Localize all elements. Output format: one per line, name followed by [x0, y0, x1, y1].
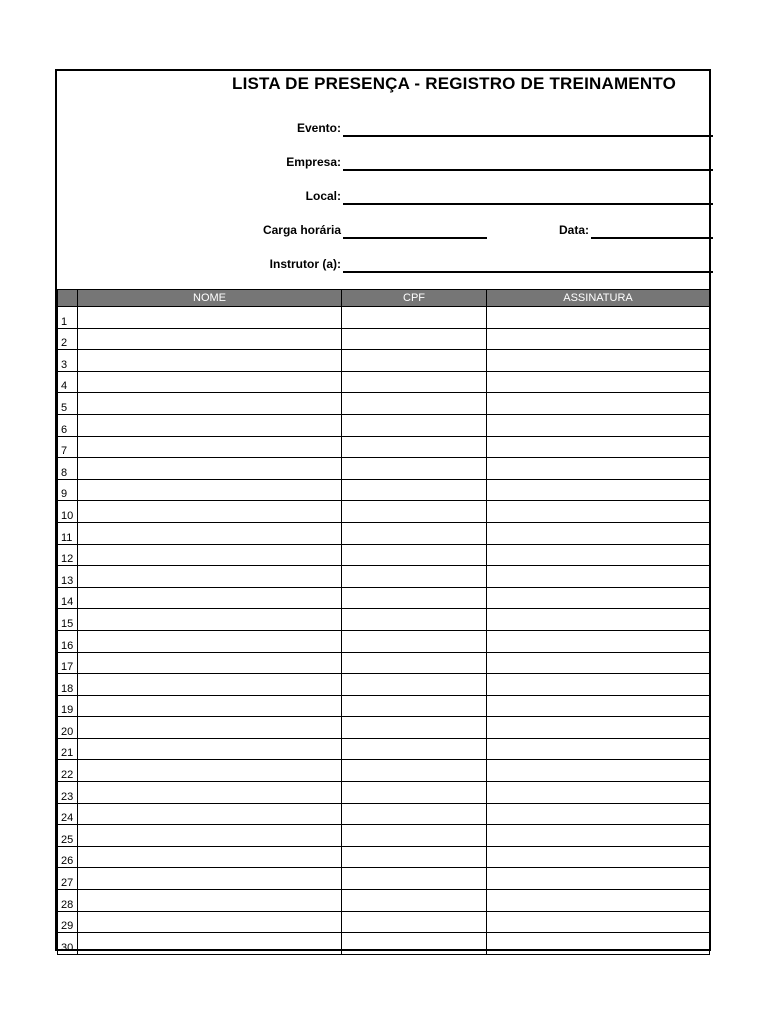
- assinatura-cell[interactable]: [487, 825, 710, 847]
- column-header-number: [58, 290, 78, 307]
- nome-cell[interactable]: [78, 782, 342, 804]
- assinatura-cell[interactable]: [487, 868, 710, 890]
- assinatura-cell[interactable]: [487, 674, 710, 696]
- nome-cell[interactable]: [78, 803, 342, 825]
- row-number: 15: [58, 609, 78, 631]
- nome-cell[interactable]: [78, 501, 342, 523]
- cpf-cell[interactable]: [342, 350, 487, 372]
- cpf-cell[interactable]: [342, 371, 487, 393]
- table-row: [58, 825, 710, 847]
- carga-horaria-label: Carga horária: [262, 223, 341, 237]
- table-row: [58, 393, 710, 415]
- evento-field[interactable]: [343, 135, 713, 137]
- nome-cell[interactable]: [78, 436, 342, 458]
- row-number: 8: [58, 458, 78, 480]
- table-row: [58, 803, 710, 825]
- table-row: [58, 695, 710, 717]
- empresa-label: Empresa:: [286, 155, 341, 169]
- row-number: 18: [58, 674, 78, 696]
- table-row: [58, 522, 710, 544]
- nome-cell[interactable]: [78, 587, 342, 609]
- cpf-cell[interactable]: [342, 868, 487, 890]
- row-number: 6: [58, 414, 78, 436]
- table-row: [58, 760, 710, 782]
- nome-cell[interactable]: [78, 825, 342, 847]
- nome-cell[interactable]: [78, 652, 342, 674]
- nome-cell[interactable]: [78, 738, 342, 760]
- cpf-cell[interactable]: [342, 717, 487, 739]
- assinatura-cell[interactable]: [487, 717, 710, 739]
- assinatura-cell[interactable]: [487, 782, 710, 804]
- assinatura-cell[interactable]: [487, 371, 710, 393]
- nome-cell[interactable]: [78, 350, 342, 372]
- assinatura-cell[interactable]: [487, 307, 710, 329]
- row-number: 27: [58, 868, 78, 890]
- row-number: 7: [58, 436, 78, 458]
- assinatura-cell[interactable]: [487, 803, 710, 825]
- nome-cell[interactable]: [78, 760, 342, 782]
- local-field[interactable]: [343, 203, 713, 205]
- assinatura-cell[interactable]: [487, 544, 710, 566]
- table-row: [58, 674, 710, 696]
- row-number: 24: [58, 803, 78, 825]
- cpf-cell[interactable]: [342, 695, 487, 717]
- assinatura-cell[interactable]: [487, 350, 710, 372]
- column-header-assinatura: ASSINATURA: [487, 290, 710, 307]
- row-number: 5: [58, 393, 78, 415]
- table-row: [58, 371, 710, 393]
- row-number: 22: [58, 760, 78, 782]
- table-row: [58, 738, 710, 760]
- assinatura-cell[interactable]: [487, 566, 710, 588]
- row-number: 19: [58, 695, 78, 717]
- table-row: [58, 652, 710, 674]
- cpf-cell[interactable]: [342, 566, 487, 588]
- row-number: 3: [58, 350, 78, 372]
- table-row: [58, 458, 710, 480]
- cpf-cell[interactable]: [342, 609, 487, 631]
- table-header-row: [58, 290, 710, 307]
- row-number: 4: [58, 371, 78, 393]
- cpf-cell[interactable]: [342, 414, 487, 436]
- assinatura-cell[interactable]: [487, 738, 710, 760]
- carga-horaria-field[interactable]: [343, 237, 487, 239]
- cpf-cell[interactable]: [342, 890, 487, 912]
- assinatura-cell[interactable]: [487, 695, 710, 717]
- table-row: [58, 911, 710, 933]
- cpf-cell[interactable]: [342, 738, 487, 760]
- table-row: [58, 868, 710, 890]
- cpf-cell[interactable]: [342, 760, 487, 782]
- empresa-field[interactable]: [343, 169, 713, 171]
- cpf-cell[interactable]: [342, 630, 487, 652]
- assinatura-cell[interactable]: [487, 609, 710, 631]
- evento-label: Evento:: [296, 121, 341, 135]
- nome-cell[interactable]: [78, 522, 342, 544]
- assinatura-cell[interactable]: [487, 501, 710, 523]
- cpf-cell[interactable]: [342, 328, 487, 350]
- table-row: [58, 479, 710, 501]
- row-number: 25: [58, 825, 78, 847]
- nome-cell[interactable]: [78, 846, 342, 868]
- nome-cell[interactable]: [78, 328, 342, 350]
- nome-cell[interactable]: [78, 911, 342, 933]
- row-number: 28: [58, 890, 78, 912]
- table-row: [58, 307, 710, 329]
- assinatura-cell[interactable]: [487, 911, 710, 933]
- table-row: [58, 328, 710, 350]
- nome-cell[interactable]: [78, 393, 342, 415]
- assinatura-cell[interactable]: [487, 393, 710, 415]
- cpf-cell[interactable]: [342, 393, 487, 415]
- instrutor-label: Instrutor (a):: [269, 257, 341, 271]
- assinatura-cell[interactable]: [487, 890, 710, 912]
- nome-cell[interactable]: [78, 717, 342, 739]
- assinatura-cell[interactable]: [487, 436, 710, 458]
- nome-cell[interactable]: [78, 371, 342, 393]
- nome-cell[interactable]: [78, 674, 342, 696]
- cpf-cell[interactable]: [342, 587, 487, 609]
- data-label: Data:: [558, 223, 589, 237]
- table-row: [58, 933, 710, 955]
- assinatura-cell[interactable]: [487, 328, 710, 350]
- assinatura-cell[interactable]: [487, 630, 710, 652]
- table-row: [58, 587, 710, 609]
- cpf-cell[interactable]: [342, 544, 487, 566]
- row-number: 20: [58, 717, 78, 739]
- row-number: 26: [58, 846, 78, 868]
- nome-cell[interactable]: [78, 414, 342, 436]
- data-field[interactable]: [591, 237, 713, 239]
- nome-cell[interactable]: [78, 890, 342, 912]
- table-row: [58, 350, 710, 372]
- cpf-cell[interactable]: [342, 458, 487, 480]
- assinatura-cell[interactable]: [487, 760, 710, 782]
- assinatura-cell[interactable]: [487, 522, 710, 544]
- cpf-cell[interactable]: [342, 522, 487, 544]
- assinatura-cell[interactable]: [487, 587, 710, 609]
- nome-cell[interactable]: [78, 566, 342, 588]
- attendance-table-wrapper: [57, 289, 709, 955]
- attendance-table: [57, 289, 710, 955]
- nome-cell[interactable]: [78, 933, 342, 955]
- table-row: [58, 501, 710, 523]
- cpf-cell[interactable]: [342, 933, 487, 955]
- assinatura-cell[interactable]: [487, 652, 710, 674]
- table-row: [58, 436, 710, 458]
- row-number: 10: [58, 501, 78, 523]
- attendance-sheet: [55, 69, 711, 954]
- row-number: 12: [58, 544, 78, 566]
- row-number: 16: [58, 630, 78, 652]
- assinatura-cell[interactable]: [487, 414, 710, 436]
- assinatura-cell[interactable]: [487, 933, 710, 955]
- row-number: 13: [58, 566, 78, 588]
- instrutor-field[interactable]: [343, 271, 713, 273]
- row-number: 23: [58, 782, 78, 804]
- column-header-nome: NOME: [78, 290, 342, 307]
- row-number: 29: [58, 911, 78, 933]
- nome-cell[interactable]: [78, 609, 342, 631]
- table-row: [58, 630, 710, 652]
- row-number: 21: [58, 738, 78, 760]
- cpf-cell[interactable]: [342, 307, 487, 329]
- table-row: [58, 566, 710, 588]
- nome-cell[interactable]: [78, 458, 342, 480]
- cpf-cell[interactable]: [342, 825, 487, 847]
- cpf-cell[interactable]: [342, 501, 487, 523]
- table-row: [58, 846, 710, 868]
- row-number: 17: [58, 652, 78, 674]
- cpf-cell[interactable]: [342, 803, 487, 825]
- assinatura-cell[interactable]: [487, 846, 710, 868]
- table-row: [58, 782, 710, 804]
- cpf-cell[interactable]: [342, 782, 487, 804]
- form-title: LISTA DE PRESENÇA - REGISTRO DE TREINAMENTO: [232, 74, 677, 93]
- cpf-cell[interactable]: [342, 846, 487, 868]
- nome-cell[interactable]: [78, 479, 342, 501]
- table-row: [58, 717, 710, 739]
- nome-cell[interactable]: [78, 544, 342, 566]
- cpf-cell[interactable]: [342, 911, 487, 933]
- nome-cell[interactable]: [78, 695, 342, 717]
- row-number: 9: [58, 479, 78, 501]
- local-label: Local:: [305, 189, 341, 203]
- nome-cell[interactable]: [78, 868, 342, 890]
- nome-cell[interactable]: [78, 630, 342, 652]
- assinatura-cell[interactable]: [487, 479, 710, 501]
- cpf-cell[interactable]: [342, 479, 487, 501]
- table-row: [58, 609, 710, 631]
- column-header-cpf: CPF: [342, 290, 487, 307]
- row-number: 11: [58, 522, 78, 544]
- row-number: 14: [58, 587, 78, 609]
- row-number: 1: [58, 307, 78, 329]
- assinatura-cell[interactable]: [487, 458, 710, 480]
- table-row: [58, 890, 710, 912]
- nome-cell[interactable]: [78, 307, 342, 329]
- row-number: 2: [58, 328, 78, 350]
- cpf-cell[interactable]: [342, 652, 487, 674]
- table-row: [58, 414, 710, 436]
- cpf-cell[interactable]: [342, 436, 487, 458]
- cpf-cell[interactable]: [342, 674, 487, 696]
- table-row: [58, 544, 710, 566]
- row-number: 30: [58, 933, 78, 955]
